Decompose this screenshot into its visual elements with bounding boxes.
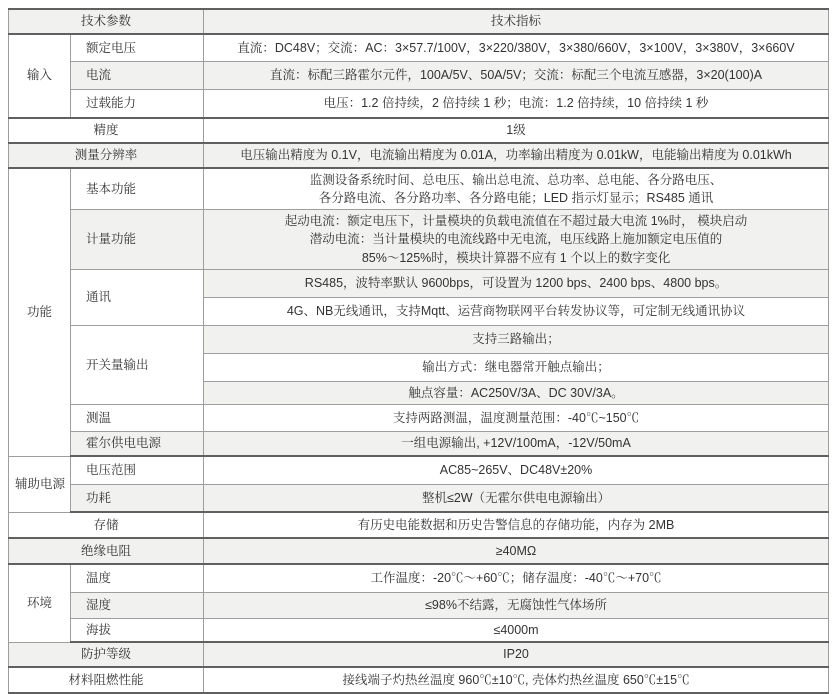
value-voltage-range: AC85~265V、DC48V±20% [204, 456, 829, 484]
param-protection-grade: 防护等级 [9, 642, 204, 667]
basic-function-line: 各分路电流、各分路功率、各分路电能；LED 指示灯显示；RS485 通讯 [318, 191, 714, 205]
metering-function-line: 潜动电流：当计量模块的电流线路中无电流，电压线路上施加额定电压值的 [309, 232, 723, 247]
table-row [9, 456, 829, 484]
value-comm-1: RS485，波特率默认 9600bps，可设置为 1200 bps、2400 bps、4800 bps。 [204, 269, 829, 297]
table-row [9, 269, 829, 297]
param-temp-measure: 测温 [71, 405, 204, 432]
table-row [9, 118, 829, 143]
value-metering-function [204, 210, 829, 269]
table-row [9, 642, 829, 667]
group-function-cell: 功能 [9, 168, 71, 456]
value-altitude: ≤4000m [204, 618, 829, 642]
group-input-cell: 输入 [9, 34, 71, 118]
param-storage: 存储 [9, 512, 204, 538]
value-overload: 电压：1.2 倍持续，2 倍持续 1 秒；电流：1.2 倍持续，10 倍持续 1 秒 [204, 90, 829, 118]
group-aux-power-cell: 辅助电源 [9, 456, 71, 512]
table-row [9, 618, 829, 642]
spec-table [8, 8, 829, 694]
table-row [9, 564, 829, 592]
param-power-consumption: 功耗 [71, 484, 204, 512]
header-specs-cell: 技术指标 [204, 9, 829, 34]
value-protection-grade: IP20 [204, 642, 829, 667]
group-environment-cell: 环境 [9, 564, 71, 642]
value-switch-output-1: 支持三路输出； [204, 325, 829, 353]
param-rated-voltage: 额定电压 [71, 34, 204, 62]
param-hall-power: 霍尔供电电源 [71, 432, 204, 456]
param-current: 电流 [71, 62, 204, 90]
value-storage: 有历史电能数据和历史告警信息的存储功能，内存为 2MB [204, 512, 829, 538]
param-altitude: 海拔 [71, 618, 204, 642]
table-row [9, 512, 829, 538]
basic-function-line: 监测设备系统时间、总电压、输出总电流、总功率、总电能、各分路电压、 [309, 172, 723, 187]
table-row [9, 538, 829, 564]
value-accuracy: 1级 [204, 118, 829, 143]
param-insulation: 绝缘电阻 [9, 538, 204, 564]
metering-function-line: 85%～125%时，模块计算器不应有 1 个以上的数字变化 [361, 250, 671, 265]
param-switch-output: 开关量输出 [71, 325, 204, 405]
param-flammability: 材料阻燃性能 [9, 667, 204, 693]
table-row [9, 405, 829, 432]
metering-function-line: 起动电流：额定电压下，计量模块的负载电流值在不超过最大电流 1%时， 模块启动 [284, 214, 748, 229]
param-accuracy: 精度 [9, 118, 204, 143]
value-temperature: 工作温度：-20℃～+60℃；储存温度：-40℃～+70℃ [204, 564, 829, 592]
param-temperature: 温度 [71, 564, 204, 592]
value-basic-function [204, 168, 829, 210]
value-power-consumption: 整机≤2W（无霍尔供电电源输出） [204, 484, 829, 512]
value-hall-power: 一组电源输出, +12V/100mA，-12V/50mA [204, 432, 829, 456]
table-row [9, 667, 829, 693]
value-flammability: 接线端子灼热丝温度 960℃±10℃, 壳体灼热丝温度 650℃±15℃ [204, 667, 829, 693]
header-params-cell: 技术参数 [9, 9, 204, 34]
value-switch-output-2: 输出方式：继电器常开触点输出； [204, 353, 829, 381]
value-insulation: ≥40MΩ [204, 538, 829, 564]
param-resolution: 测量分辨率 [9, 143, 204, 168]
table-row [9, 592, 829, 618]
table-row [9, 9, 829, 34]
param-humidity: 湿度 [71, 592, 204, 618]
table-row [9, 168, 829, 210]
table-row [9, 143, 829, 168]
value-humidity: ≤98%不结露，无腐蚀性气体场所 [204, 592, 829, 618]
table-row [9, 210, 829, 269]
param-basic-function: 基本功能 [71, 168, 204, 210]
table-row [9, 62, 829, 90]
value-resolution: 电压输出精度为 0.1V，电流输出精度为 0.01A，功率输出精度为 0.01kW，电能输出精度为 0.01kWh [204, 143, 829, 168]
param-metering-function: 计量功能 [71, 210, 204, 269]
value-temp-measure: 支持两路测温，温度测量范围：-40℃~150℃ [204, 405, 829, 432]
param-comm: 通讯 [71, 269, 204, 325]
value-current: 直流：标配三路霍尔元件，100A/5V、50A/5V；交流：标配三个电流互感器，3×20(100)A [204, 62, 829, 90]
value-comm-2: 4G、NB无线通讯，支持Mqtt、运营商物联网平台转发协议等，可定制无线通讯协议 [204, 297, 829, 325]
table-row [9, 432, 829, 456]
table-row [9, 484, 829, 512]
table-row [9, 325, 829, 353]
value-switch-output-3: 触点容量：AC250V/3A、DC 30V/3A。 [204, 381, 829, 405]
table-row [9, 34, 829, 62]
table-row [9, 90, 829, 118]
param-voltage-range: 电压范围 [71, 456, 204, 484]
param-overload: 过载能力 [71, 90, 204, 118]
value-rated-voltage: 直流：DC48V；交流：AC：3×57.7/100V，3×220/380V，3×380/660V，3×100V，3×380V，3×660V [204, 34, 829, 62]
